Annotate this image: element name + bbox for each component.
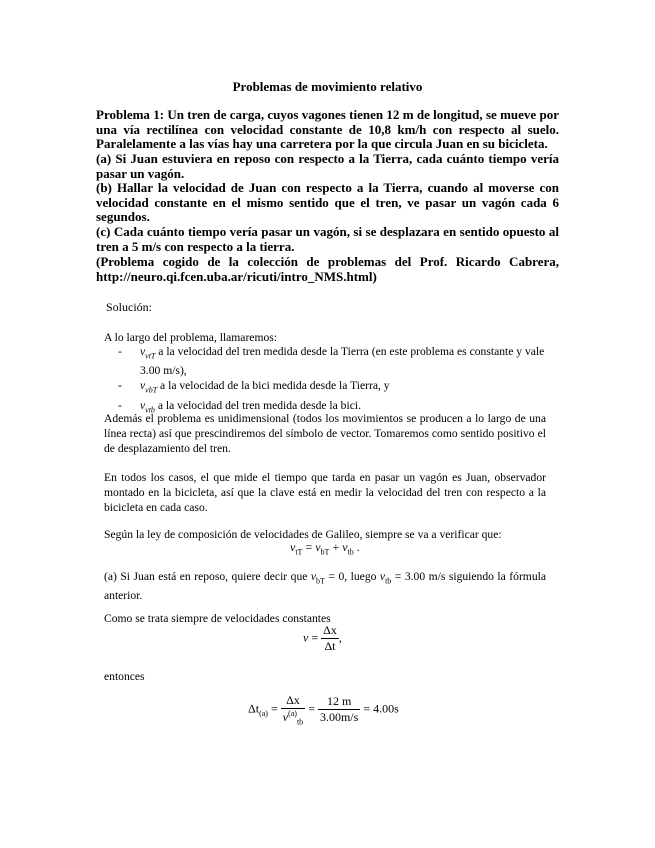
definitions-intro: A lo largo del problema, llamaremos: bbox=[104, 331, 278, 344]
problem-part-b: (b) Hallar la velocidad de Juan con respecto a la Tierra, cuando al moverse con velocidad constante en el mismo sentido que el tren, ve pasar un vagón cada 6 segundos. bbox=[96, 180, 559, 225]
equation-velocity-composition: $v_{tT} = v_{bT} + v_{tb}$ . bbox=[290, 540, 360, 557]
definition-symbol: $v_{vtb}$ bbox=[140, 398, 155, 414]
problem-part-c: (c) Cada cuánto tiempo vería pasar un vagón, si se desplazara en sentido opuesto al tren a 5 m/s con respecto a la tierra. bbox=[96, 224, 559, 254]
paragraph-galileo: Según la ley de composición de velocidades de Galileo, siempre se va a verificar que: bbox=[104, 528, 502, 541]
definition-symbol: $v_{vbT}$ bbox=[140, 379, 158, 395]
equation-velocity-definition: v = $\frac{\Delta x}{\Delta t}$ , bbox=[303, 623, 342, 653]
definition-item: - $v_{vtb}$ a la velocidad del tren medida desde la bici. bbox=[118, 398, 546, 417]
problem-part-a: (a) Si Juan estuviera en reposo con respecto a la Tierra, cada cuánto tiempo vería pasar un vagón. bbox=[96, 151, 559, 181]
equation-time-result: $\Delta t_{(a)}$ = $\frac{\Delta x}{v^{(a)}_{tb}}$ = $\frac{12 m}{3.00m/s}$ = 4.00s bbox=[248, 693, 399, 727]
paragraph-constant-velocity: Como se trata siempre de velocidades constantes bbox=[104, 612, 331, 625]
definition-symbol: $v_{vtT}$ bbox=[140, 345, 156, 361]
definition-item: - $v_{vtT}$ a la velocidad del tren medida desde la Tierra (en este problema es constante y vale 3.00 m/s), bbox=[118, 344, 546, 378]
problem-statement: Problema 1: Un tren de carga, cuyos vagones tienen 12 m de longitud, se mueve por una vía rectilínea con velocidad constante de 10,8 km/h con respecto al suelo. Paralelamente a las vías hay una carretera por la que circula Juan en su bicicleta. bbox=[96, 107, 559, 152]
solution-heading: Solución: bbox=[106, 300, 153, 314]
paragraph-entonces: entonces bbox=[104, 670, 145, 683]
problem-source-note: (Problema cogido de la colección de problemas del Prof. Ricardo Cabrera, http://neuro.qi.fcen.uba.ar/ricuti/intro_NMS.html) bbox=[96, 254, 559, 284]
definition-item: - $v_{vbT}$ a la velocidad de la bici medida desde la Tierra, y bbox=[118, 378, 546, 397]
page-title: Problemas de movimiento relativo bbox=[232, 79, 423, 94]
paragraph-unidimensional: Además el problema es unidimensional (todos los movimientos se producen a lo largo de una línea recta) así que prescindiremos del símbolo de vector. Tomaremos como sentido positivo el de desplazamiento del tren. bbox=[104, 412, 546, 455]
definitions-list bbox=[118, 344, 546, 417]
paragraph-observer: En todos los casos, el que mide el tiempo que tarda en pasar un vagón es Juan, observador montado en la bicicleta, así que la clave está en medir la velocidad del tren con respecto a la bicicleta en cada caso. bbox=[104, 471, 546, 514]
paragraph-part-a: (a) Si Juan está en reposo, quiere decir que $v_{bT} = 0$, luego $v_{tb} = 3.00$ m/s siguiendo la fórmula anterior. bbox=[104, 570, 546, 603]
